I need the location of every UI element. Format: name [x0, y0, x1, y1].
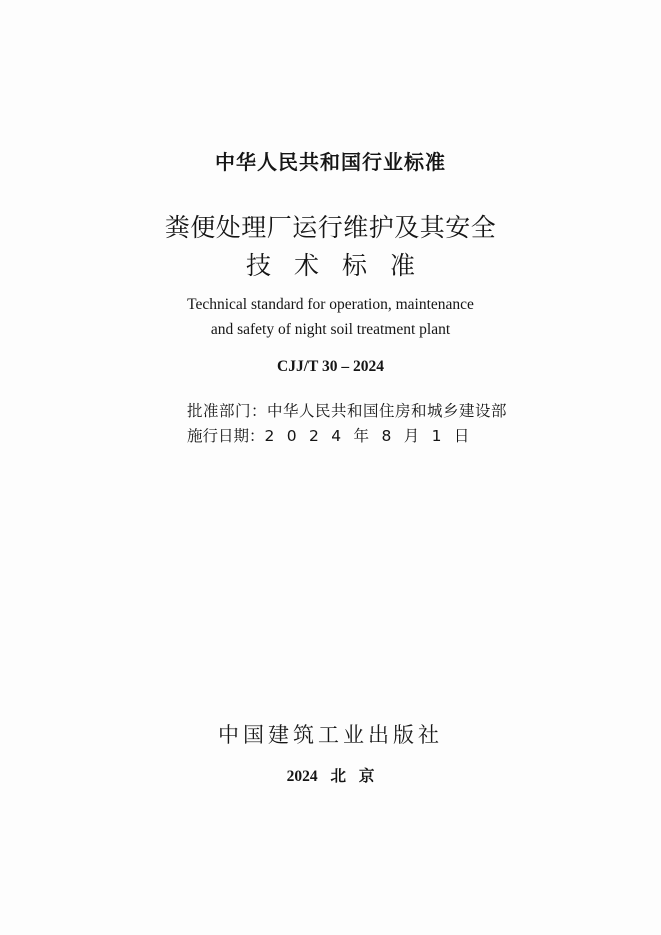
publication-place: 2024 北 京: [286, 768, 375, 785]
effective-value: 2024年8月1日: [264, 427, 482, 445]
title-cn-line1: 粪便处理厂运行维护及其安全: [164, 213, 497, 242]
title-en-line2: and safety of night soil treatment plant: [210, 321, 451, 338]
standard-code: CJJ/T 30 – 2024: [277, 358, 384, 375]
standard-category: 中华人民共和国行业标准: [215, 150, 446, 174]
title-en-line1: Technical standard for operation, maintenance: [187, 296, 474, 313]
approval-row: [187, 399, 507, 421]
title-cn-line2: 技术标准: [245, 251, 438, 280]
effective-date-row: [187, 424, 482, 446]
approval-value: 中华人民共和国住房和城乡建设部: [267, 402, 508, 420]
publisher: 中国建筑工业出版社: [218, 723, 443, 747]
effective-label: 施行日期：: [187, 427, 265, 445]
approval-label: 批准部门：: [187, 402, 268, 420]
